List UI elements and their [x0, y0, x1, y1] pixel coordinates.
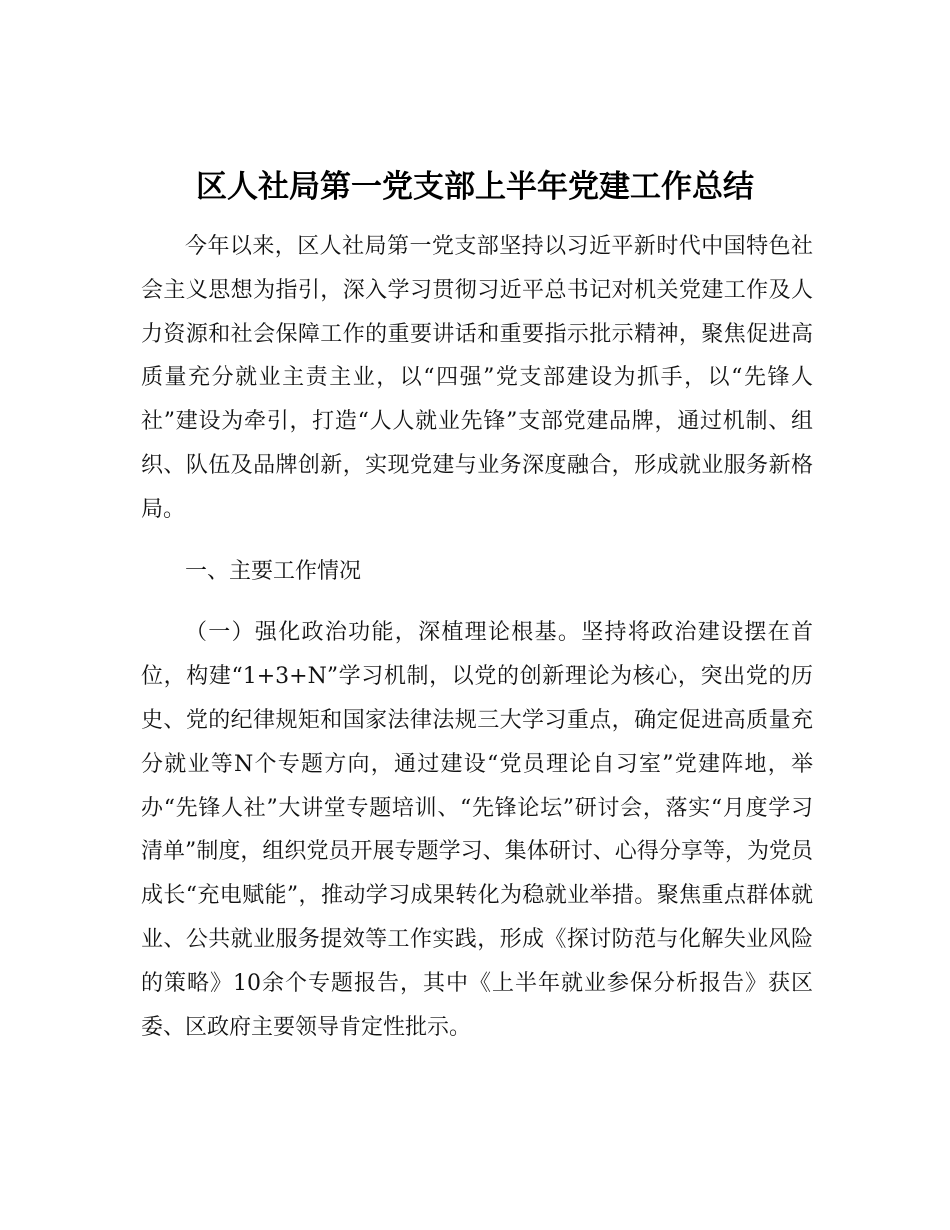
body-paragraph: （一）强化政治功能，深植理论根基。坚持将政治建设摆在首位，构建“1+3+N”学习机制，以党的创新理论为核心，突出党的历史、党的纪律规矩和国家法律法规三大学习重点，确定促进高质量充分就业等N个专题方向，通过建设“党员理论自习室”党建阵地，举办“先锋人社”大讲堂专题培训、“先锋论坛”研讨会，落实“月度学习清单”制度，组织党员开展专题学习、集体研讨、心得分享等，为党员成长“充电赋能”，推动学习成果转化为稳就业举措。聚焦重点群体就业、公共就业服务提效等工作实践，形成《探讨防范与化解失业风险的策略》10余个专题报告，其中《上半年就业参保分析报告》获区委、区政府主要领导肯定性批示。	[141, 620, 813, 1040]
document-title: 区人社局第一党支部上半年党建工作总结	[196, 169, 754, 205]
intro-paragraph: 今年以来，区人社局第一党支部坚持以习近平新时代中国特色社会主义思想为指引，深入学习贯彻习近平总书记对机关党建工作及人力资源和社会保障工作的重要讲话和重要指示批示精神，聚焦促进高质量充分就业主责主业，以“四强”党支部建设为抓手，以“先锋人社”建设为牵引，打造“人人就业先锋”支部党建品牌，通过机制、组织、队伍及品牌创新，实现党建与业务深度融合，形成就业服务新格局。	[141, 234, 813, 522]
section-heading: 一、主要工作情况	[185, 558, 362, 584]
document-body	[141, 225, 813, 1049]
